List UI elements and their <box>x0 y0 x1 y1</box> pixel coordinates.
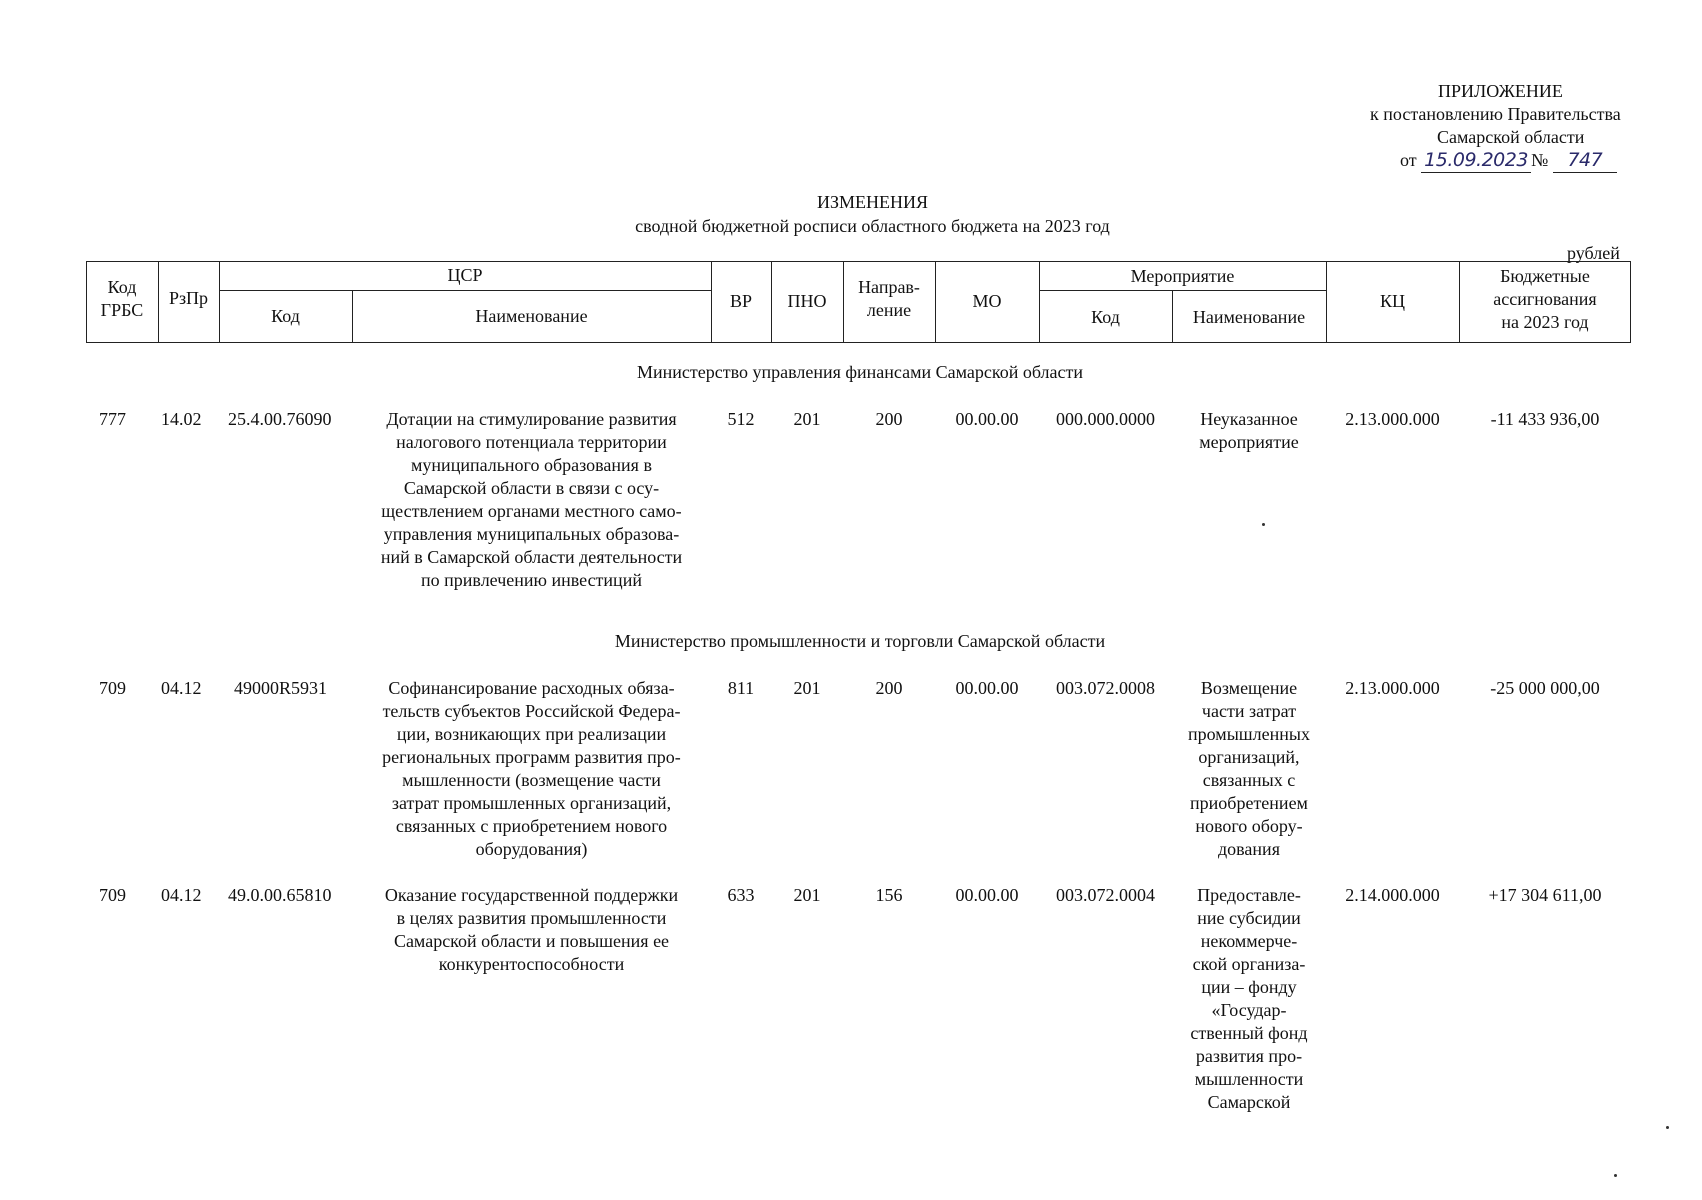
cell-event-name <box>1172 408 1326 454</box>
cell-grbs: 709 <box>99 885 126 905</box>
header-grbs-line: ГРБС <box>100 300 144 320</box>
cell-pno: 201 <box>793 409 821 429</box>
cell-text-line: связанных с приобретением нового <box>395 816 668 836</box>
header-direction <box>843 276 935 322</box>
cell-direction: 156 <box>875 885 903 905</box>
handwritten-number: 747 <box>1553 149 1617 173</box>
cell-text-line: Софинансирование расходных обяза- <box>388 678 675 698</box>
cell-amount: -25 000 000,00 <box>1490 678 1600 698</box>
cell-event-code: 000.000.0000 <box>1056 409 1155 429</box>
cell-text-line: мышленности (возмещение части <box>402 770 661 790</box>
cell-amount: +17 304 611,00 <box>1488 885 1602 905</box>
cell-csr-name <box>352 884 711 976</box>
header-rzpr: РзПр <box>168 288 209 308</box>
scan-speck <box>1614 1174 1617 1177</box>
header-csr-name: Наименование <box>475 306 588 326</box>
appendix-line-2: к постановлению Правительства <box>1370 104 1621 124</box>
cell-text-line: дования <box>1218 839 1280 859</box>
section-title: Министерство управления финансами Самарской области <box>636 362 1084 382</box>
header-event-code: Код <box>1091 307 1120 327</box>
cell-mo: 00.00.00 <box>955 678 1019 698</box>
cell-text-line: в целях развития промышленности <box>396 908 667 928</box>
cell-text-line: ственный фонд <box>1190 1023 1308 1043</box>
header-csr: ЦСР <box>447 265 483 285</box>
cell-mo: 00.00.00 <box>955 409 1019 429</box>
cell-event-name <box>1172 677 1326 861</box>
appendix-date-line <box>1400 149 1617 173</box>
header-grbs-line: Код <box>107 277 137 297</box>
header-event-name: Наименование <box>1192 307 1306 327</box>
cell-text-line: приобретением <box>1190 793 1308 813</box>
cell-grbs: 777 <box>99 409 126 429</box>
cell-text-line: Самарской области и повышения ее <box>393 931 670 951</box>
cell-text-line: ществлением органами местного само- <box>381 501 682 521</box>
cell-text-line: некоммерче- <box>1200 931 1298 951</box>
header-vr: ВР <box>729 291 753 311</box>
cell-text-line: мероприятие <box>1199 432 1299 452</box>
section-title: Министерство промышленности и торговли Самарской области <box>614 631 1106 651</box>
cell-csr-name <box>352 408 711 592</box>
cell-text-line: по привлечению инвестиций <box>421 570 642 590</box>
cell-text-line: налогового потенциала территории <box>396 432 667 452</box>
cell-kc: 2.13.000.000 <box>1345 678 1440 698</box>
cell-text-line: конкурентоспособности <box>438 954 625 974</box>
header-event: Мероприятие <box>1130 266 1235 286</box>
cell-direction: 200 <box>875 409 903 429</box>
appendix-line-3: Самарской области <box>1437 127 1585 147</box>
cell-text-line: Возмещение <box>1200 678 1298 698</box>
cell-text-line: мышленности <box>1194 1069 1304 1089</box>
divider <box>1039 290 1326 291</box>
appendix-title: ПРИЛОЖЕНИЕ <box>1438 81 1563 101</box>
cell-csr-name <box>352 677 711 861</box>
cell-event-name <box>1172 884 1326 1114</box>
header-mo: МО <box>972 291 1002 311</box>
cell-text-line: тельств субъектов Российской Федера- <box>382 701 681 721</box>
header-allocations-line: Бюджетные <box>1500 266 1590 286</box>
cell-rzpr: 14.02 <box>161 409 202 429</box>
header-allocations <box>1459 265 1631 334</box>
cell-text-line: Самарской <box>1207 1092 1291 1112</box>
cell-rzpr: 04.12 <box>161 885 202 905</box>
cell-event-code: 003.072.0004 <box>1056 885 1155 905</box>
divider <box>219 290 711 291</box>
cell-pno: 201 <box>793 885 821 905</box>
cell-mo: 00.00.00 <box>955 885 1019 905</box>
cell-direction: 200 <box>875 678 903 698</box>
cell-csr-code: 49.0.00.65810 <box>228 885 332 905</box>
cell-text-line: муниципального образования в <box>411 455 652 475</box>
cell-event-code: 003.072.0008 <box>1056 678 1155 698</box>
cell-pno: 201 <box>793 678 821 698</box>
header-direction-line: ление <box>866 300 912 320</box>
cell-text-line: связанных с <box>1202 770 1296 790</box>
header-allocations-line: ассигнования <box>1493 289 1597 309</box>
units-label: рублей <box>1567 243 1620 263</box>
cell-text-line: части затрат <box>1201 701 1297 721</box>
scan-speck <box>1262 523 1265 526</box>
cell-text-line: Самарской области в связи с осу- <box>403 478 660 498</box>
scan-speck <box>1666 1126 1669 1129</box>
date-prefix: от <box>1400 150 1417 170</box>
header-allocations-line: на 2023 год <box>1501 312 1589 332</box>
cell-amount: -11 433 936,00 <box>1490 409 1600 429</box>
cell-text-line: промышленных <box>1188 724 1310 744</box>
cell-vr: 811 <box>727 678 755 698</box>
cell-text-line: ние субсидии <box>1197 908 1301 928</box>
cell-vr: 633 <box>727 885 755 905</box>
header-csr-code: Код <box>271 306 300 326</box>
cell-kc: 2.13.000.000 <box>1345 409 1440 429</box>
cell-grbs: 709 <box>99 678 126 698</box>
number-sign: № <box>1531 150 1549 170</box>
cell-text-line: Предоставле- <box>1197 885 1301 905</box>
cell-text-line: ний в Самарской области деятельности <box>380 547 683 567</box>
cell-vr: 512 <box>727 409 755 429</box>
cell-csr-code: 49000R5931 <box>234 678 328 698</box>
header-grbs <box>86 276 158 322</box>
cell-text-line: организаций, <box>1198 747 1300 767</box>
cell-rzpr: 04.12 <box>161 678 202 698</box>
header-kc: КЦ <box>1379 291 1405 311</box>
header-direction-line: Направ- <box>858 277 920 297</box>
cell-text-line: региональных программ развития про- <box>382 747 681 767</box>
cell-text-line: ции, возникающих при реализации <box>396 724 667 744</box>
cell-text-line: нового обору- <box>1195 816 1303 836</box>
cell-text-line: Оказание государственной поддержки <box>384 885 679 905</box>
header-pno: ПНО <box>787 291 827 311</box>
cell-text-line: развития про- <box>1195 1046 1303 1066</box>
cell-text-line: оборудования) <box>475 839 588 859</box>
document-title: ИЗМЕНЕНИЯ <box>816 192 928 212</box>
cell-text-line: затрат промышленных организаций, <box>391 793 672 813</box>
cell-kc: 2.14.000.000 <box>1345 885 1440 905</box>
handwritten-date: 15.09.2023 <box>1421 149 1531 173</box>
cell-text-line: Неуказанное <box>1200 409 1298 429</box>
cell-text-line: «Государ- <box>1211 1000 1287 1020</box>
cell-text-line: ской организа- <box>1192 954 1306 974</box>
cell-text-line: Дотации на стимулирование развития <box>386 409 677 429</box>
cell-text-line: управления муниципальных образова- <box>383 524 680 544</box>
cell-csr-code: 25.4.00.76090 <box>228 409 332 429</box>
cell-text-line: ции – фонду <box>1201 977 1297 997</box>
document-subtitle: сводной бюджетной росписи областного бюджета на 2023 год <box>635 216 1110 236</box>
